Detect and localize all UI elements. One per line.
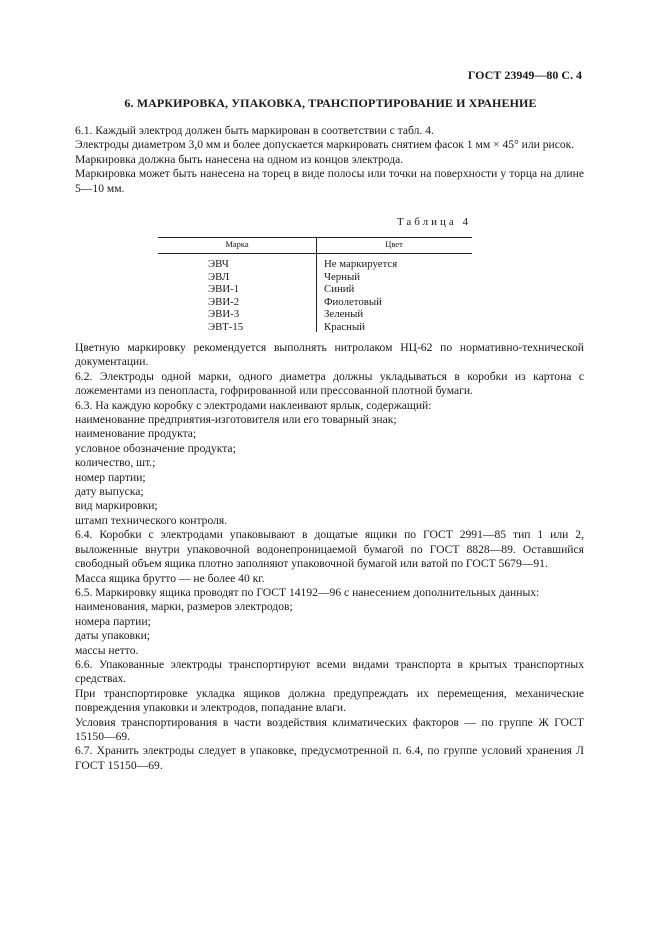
table-header-mark: Марка xyxy=(225,239,249,249)
paragraph: наименование предприятия-изготовителя или его товарный знак; xyxy=(75,413,397,427)
paragraph: Электроды диаметром 3,0 мм и более допускается маркировать снятием фасок 1 мм × 45° или рисок. xyxy=(75,138,575,152)
paragraph: наименования, марки, размеров электродов; xyxy=(75,600,293,614)
paragraph: 6.7. Хранить электроды следует в упаковке, предусмотренной п. 6.4, по группе условий хранения Л ГОСТ 15150—69. xyxy=(75,744,584,772)
paragraph: даты упаковки; xyxy=(75,629,151,643)
table-cell-mark: ЭВЛ xyxy=(208,270,230,283)
paragraph: Цветную маркировку рекомендуется выполнять нитролаком НЦ-62 по нормативно-технической документации. xyxy=(75,341,584,369)
table-caption: Таблица 4 xyxy=(396,216,471,228)
table-column-mark xyxy=(208,258,243,334)
table-cell-color: Фиолетовый xyxy=(324,295,382,308)
table-cell-color: Зеленый xyxy=(324,308,364,321)
paragraph: количество, шт.; xyxy=(75,456,156,470)
paragraph: Маркировка должна быть нанесена на одном из концов электрода. xyxy=(75,152,404,166)
table-cell-color: Черный xyxy=(324,270,361,283)
paragraph: номер партии; xyxy=(75,470,146,484)
table-column-divider xyxy=(316,237,317,332)
table-header-color: Цвет xyxy=(385,239,403,249)
table-cell-mark: ЭВЧ xyxy=(208,258,229,270)
paragraph: 6.6. Упакованные электроды транспортируют всеми видами транспорта в крытых транспортных средствах. xyxy=(75,657,584,686)
paragraph: штамп технического контроля. xyxy=(75,513,228,527)
paragraph: 6.4. Коробки с электродами упаковывают в дощатые ящики по ГОСТ 2991—85 тип 1 или 2, выложенные внутри упаковочной водонепроницаемой бумагой по ГОСТ 8828—89. Оставшийся свободный объем ящика плотно заполняют упаковочной бумагой или ватой по ГОСТ 5679—91. xyxy=(75,528,584,571)
table-cell-mark: ЭВИ-2 xyxy=(208,295,240,308)
table-cell-mark: ЭВИ-3 xyxy=(208,308,240,321)
paragraph: номера партии; xyxy=(75,614,151,628)
table-cell-color: Не маркируется xyxy=(324,258,398,270)
paragraph: дату выпуска; xyxy=(75,485,144,499)
paragraph: 6.3. На каждую коробку с электродами наклеивают ярлык, содержащий: xyxy=(75,398,432,412)
table-cell-mark: ЭВТ-15 xyxy=(208,320,244,333)
paragraph: 6.2. Электроды одной марки, одного диаметра должны укладываться в коробки из картона с ложементами из пенопласта, гофрированной или прессованной плотной бумаги. xyxy=(75,369,584,398)
paragraph: наименование продукта; xyxy=(75,427,197,441)
paragraph: Маркировка может быть нанесена на торец в виде полосы или точки на поверхности у торца на длине 5—10 мм. xyxy=(75,167,584,195)
table-header-rule xyxy=(158,253,472,254)
table-cell-color: Красный xyxy=(324,320,365,333)
paragraph: 6.5. Маркировку ящика проводят по ГОСТ 14192—96 с нанесением дополнительных данных: xyxy=(75,585,540,599)
table-top-rule xyxy=(158,237,472,238)
paragraph: Масса ящика брутто — не более 40 кг. xyxy=(75,571,265,585)
section-6-1 xyxy=(75,124,584,196)
paragraph: условное обозначение продукта; xyxy=(75,441,236,455)
paragraph: вид маркировки; xyxy=(75,499,158,513)
page-header: ГОСТ 23949—80 С. 4 xyxy=(467,68,582,82)
paragraph: Условия транспортирования в части воздействия климатических факторов — по группе Ж ГОСТ 15150—69. xyxy=(75,715,584,743)
table-cell-mark: ЭВИ-1 xyxy=(208,283,240,296)
section-6-2-to-6-7 xyxy=(75,341,584,773)
section-title: 6. МАРКИРОВКА, УПАКОВКА, ТРАНСПОРТИРОВАНИЕ И ХРАНЕНИЕ xyxy=(124,96,537,110)
paragraph: массы нетто. xyxy=(75,643,139,657)
table-cell-color: Синий xyxy=(324,283,355,296)
paragraph: При транспортировке укладка ящиков должна предупреждать их перемещения, механические повреждения упаковки и электродов, попадание влаги. xyxy=(75,686,584,715)
paragraph: 6.1. Каждый электрод должен быть маркирован в соответствии с табл. 4. xyxy=(75,124,434,137)
table-column-color xyxy=(324,258,397,334)
